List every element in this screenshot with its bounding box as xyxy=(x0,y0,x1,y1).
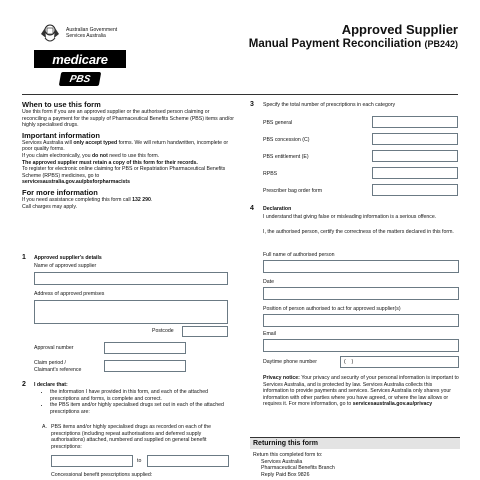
form-code: (PB242) xyxy=(424,39,458,49)
return-address-line-3: Reply Paid Box 9826 xyxy=(261,471,310,478)
pbs-concession-label: PBS concession (C) xyxy=(263,137,310,143)
premises-address-label: Address of approved premises xyxy=(34,291,105,297)
header-divider xyxy=(22,94,458,95)
more-info-p1: If you need assistance completing this form call 132 290. xyxy=(22,196,153,203)
question-2-number: 2 xyxy=(22,381,26,388)
concessional-label: Concessional benefit prescriptions supplied: xyxy=(51,472,153,478)
form-subtitle: Manual Payment Reconciliation xyxy=(248,38,422,50)
email-label: Email xyxy=(263,331,276,337)
important-p4: To register for electronic online claiming for PBS or Repatriation Pharmaceutical Benefits Scheme (RPBS) medicines, go to xyxy=(22,166,226,179)
premises-address-field[interactable] xyxy=(34,300,228,324)
claim-period-field[interactable] xyxy=(104,360,186,372)
pbs-logo xyxy=(59,72,101,86)
declaration-bullets xyxy=(40,389,230,415)
to-label: to xyxy=(137,458,142,464)
government-name: Australian Government xyxy=(66,27,118,33)
rpbs-field[interactable] xyxy=(372,167,458,179)
return-intro: Return this completed form to: xyxy=(253,452,323,458)
privacy-link[interactable]: servicesaustralia.gov.au/privacy xyxy=(352,401,433,408)
declaration-bullet-1: • the information I have provided in this form, and each of the attached prescriptions and forms, is complete and correct. xyxy=(50,389,230,402)
approval-number-field[interactable] xyxy=(104,342,186,354)
prescriber-bag-label: Prescriber bag order form xyxy=(263,188,323,194)
claim-period-label: Claim period / Claimant's reference xyxy=(34,360,82,373)
postcode-field[interactable] xyxy=(182,326,228,337)
position-field[interactable] xyxy=(263,314,459,327)
item-a-letter: A. xyxy=(42,424,47,430)
phone-field[interactable] xyxy=(340,356,459,368)
when-body: Use this form if you are an approved supplier or the authorised person claiming or reconciling a payment for the supply of Pharmaceutical Benefits Scheme (PBS) items and/or highly specialised drugs. xyxy=(22,109,234,129)
when-title: When to use this form xyxy=(22,100,101,109)
supplier-name-field[interactable] xyxy=(34,272,228,285)
form-title: Approved Supplier xyxy=(341,22,458,37)
pbs-concession-field[interactable] xyxy=(372,133,458,145)
important-p3: The approved supplier must retain a copy of this form for their records. xyxy=(22,159,198,166)
authorised-name-field[interactable] xyxy=(263,260,459,273)
pbs-logo-text: PBS xyxy=(68,73,92,85)
postcode-label: Postcode xyxy=(152,328,174,334)
question-2-title: I declare that: xyxy=(34,382,68,388)
supplier-name-label: Name of approved supplier xyxy=(34,263,97,269)
returning-form-header xyxy=(250,437,460,449)
agency-name: Services Australia xyxy=(66,33,106,39)
prescription-to-field[interactable] xyxy=(147,455,229,467)
medicare-logo-text: medicare xyxy=(52,51,108,67)
declaration-statement-1: I understand that giving false or misleading information is a serious offence. xyxy=(263,214,437,220)
return-address-line-2: Pharmaceutical Benefits Branch xyxy=(261,465,335,472)
question-3-title: Specify the total number of prescriptions in each category xyxy=(263,102,396,108)
return-instructions xyxy=(253,452,458,478)
medicare-logo xyxy=(34,50,126,68)
more-info-p2: Call charges may apply. xyxy=(22,203,77,210)
pbs-general-label: PBS general xyxy=(263,120,293,126)
more-info-title: For more information xyxy=(22,187,98,197)
pbs-general-field[interactable] xyxy=(372,116,458,128)
declaration-bullet-2: • the PBS item and/or highly specialised drugs set out in each of the attached prescriptions are: xyxy=(50,402,230,415)
government-crest-icon xyxy=(36,22,64,51)
question-3-number: 3 xyxy=(250,101,254,108)
authorised-name-label: Full name of authorised person xyxy=(263,252,335,258)
declaration-statement-2: I, the authorised person, certify the correctness of the matters declared in this form. xyxy=(263,229,454,235)
prescriber-bag-field[interactable] xyxy=(372,184,458,196)
question-4-number: 4 xyxy=(250,205,254,212)
important-p1: Services Australia will only accept typed forms. We will return handwritten, incomplete or poor quality forms. xyxy=(22,139,229,153)
question-1-title: Approved supplier's details xyxy=(34,255,102,261)
return-address-line-1: Services Australia xyxy=(261,458,303,465)
question-1-number: 1 xyxy=(22,254,26,261)
pbs-entitlement-field[interactable] xyxy=(372,150,458,162)
date-label: Date xyxy=(263,279,274,285)
pbsforpharmacists-link[interactable]: servicesaustralia.gov.au/pbsforpharmacists xyxy=(22,179,131,186)
pbs-entitlement-label: PBS entitlement (E) xyxy=(263,154,309,160)
position-label: Position of person authorised to act for approved supplier(s) xyxy=(263,306,401,312)
question-4-title: Declaration xyxy=(263,206,292,212)
date-field[interactable] xyxy=(263,287,459,300)
rpbs-label: RPBS xyxy=(263,171,278,177)
item-a-text: PBS items and/or highly specialised drugs as recorded on each of the prescriptions (including repeat authorisations and deferred supply authorisations) attached, numbered and supplied on general benefit prescriptions: xyxy=(51,424,212,450)
important-p2: If you claim electronically, you do not need to use this form. xyxy=(22,152,160,159)
phone-area-code: ( ) xyxy=(344,359,354,365)
returning-form-title: Returning this form xyxy=(253,440,318,447)
important-title: Important information xyxy=(22,130,100,140)
prescription-from-field[interactable] xyxy=(51,455,133,467)
email-field[interactable] xyxy=(263,339,459,352)
phone-label: Daytime phone number xyxy=(263,359,317,365)
approval-number-label: Approval number xyxy=(34,345,74,351)
privacy-notice: Privacy notice: Your privacy and security of your personal information is important to Services Australia, and is protected by law. Services Australia collects this information to provide payments and services. Services Australia only shares your information with other parties where you have agreed, or where the law allows or requires it. For more information, go to servicesaustralia.gov.au/privacy xyxy=(263,375,459,408)
